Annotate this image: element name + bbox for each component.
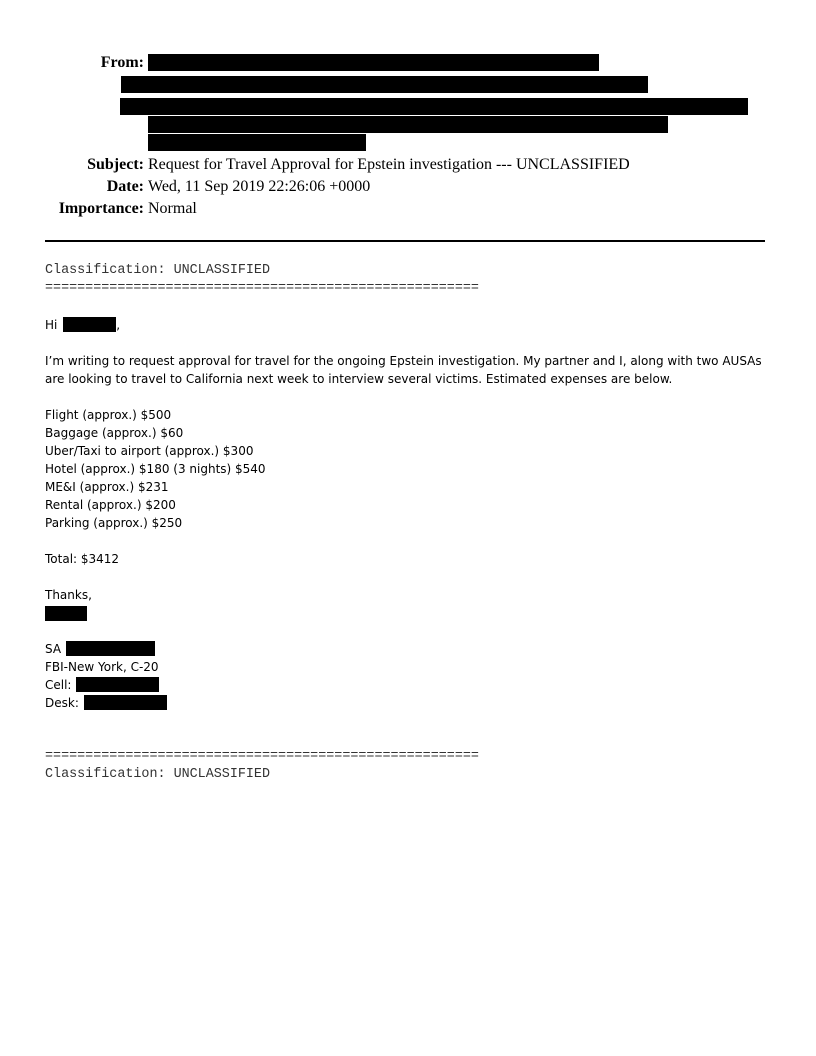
expense-total: Total: $3412 bbox=[45, 552, 120, 566]
subject-value: Request for Travel Approval for Epstein investigation --- UNCLASSIFIED bbox=[148, 156, 630, 173]
cell-label: Cell: bbox=[45, 678, 72, 692]
signature-desk-line bbox=[45, 694, 167, 712]
expense-item: Baggage (approx.) $60 bbox=[45, 426, 184, 440]
header-divider bbox=[45, 240, 765, 242]
date-value: Wed, 11 Sep 2019 22:26:06 +0000 bbox=[148, 178, 371, 195]
classification-divider-bottom: ====================================================== bbox=[45, 749, 479, 764]
expense-item: Uber/Taxi to airport (approx.) $300 bbox=[45, 444, 254, 458]
signature-title: SA bbox=[45, 642, 62, 656]
classification-divider-top: ====================================================== bbox=[45, 281, 479, 296]
greeting-line bbox=[45, 316, 120, 334]
redaction-sender-name bbox=[45, 606, 87, 621]
desk-label: Desk: bbox=[45, 696, 79, 710]
redaction-cell-number bbox=[76, 677, 159, 692]
subject-label: Subject: bbox=[87, 156, 144, 173]
signature-office: FBI-New York, C-20 bbox=[45, 660, 159, 674]
redaction-desk-number bbox=[84, 695, 167, 710]
greeting-punct: , bbox=[116, 318, 121, 332]
request-paragraph: I’m writing to request approval for travel for the ongoing Epstein investigation. My partner and I, along with two AUSAs are looking to travel to California next week to interview several victims. Estimated expenses are below. bbox=[45, 354, 762, 386]
expense-item: Rental (approx.) $200 bbox=[45, 498, 176, 512]
classification-top: Classification: UNCLASSIFIED bbox=[45, 263, 270, 278]
expense-item: Hotel (approx.) $180 (3 nights) $540 bbox=[45, 462, 266, 476]
expense-item: Flight (approx.) $500 bbox=[45, 408, 172, 422]
from-label: From: bbox=[100, 54, 144, 71]
date-label: Date: bbox=[106, 178, 144, 195]
classification-bottom: Classification: UNCLASSIFIED bbox=[45, 767, 270, 782]
signature-cell-line bbox=[45, 676, 159, 694]
greeting: Hi bbox=[45, 318, 58, 332]
importance-value: Normal bbox=[148, 200, 197, 217]
expense-item: Parking (approx.) $250 bbox=[45, 516, 183, 530]
signature-title-line bbox=[45, 640, 155, 658]
redaction-from-2 bbox=[121, 76, 648, 93]
expense-item: ME&I (approx.) $231 bbox=[45, 480, 169, 494]
redaction-agent-name bbox=[66, 641, 155, 656]
redaction-recipient bbox=[63, 317, 116, 332]
redaction-from-1 bbox=[148, 54, 599, 71]
closing-thanks: Thanks, bbox=[45, 588, 92, 602]
redaction-from-5 bbox=[148, 134, 366, 151]
importance-label: Importance: bbox=[58, 200, 144, 217]
redaction-from-3 bbox=[120, 98, 748, 115]
redaction-from-4 bbox=[148, 116, 668, 133]
